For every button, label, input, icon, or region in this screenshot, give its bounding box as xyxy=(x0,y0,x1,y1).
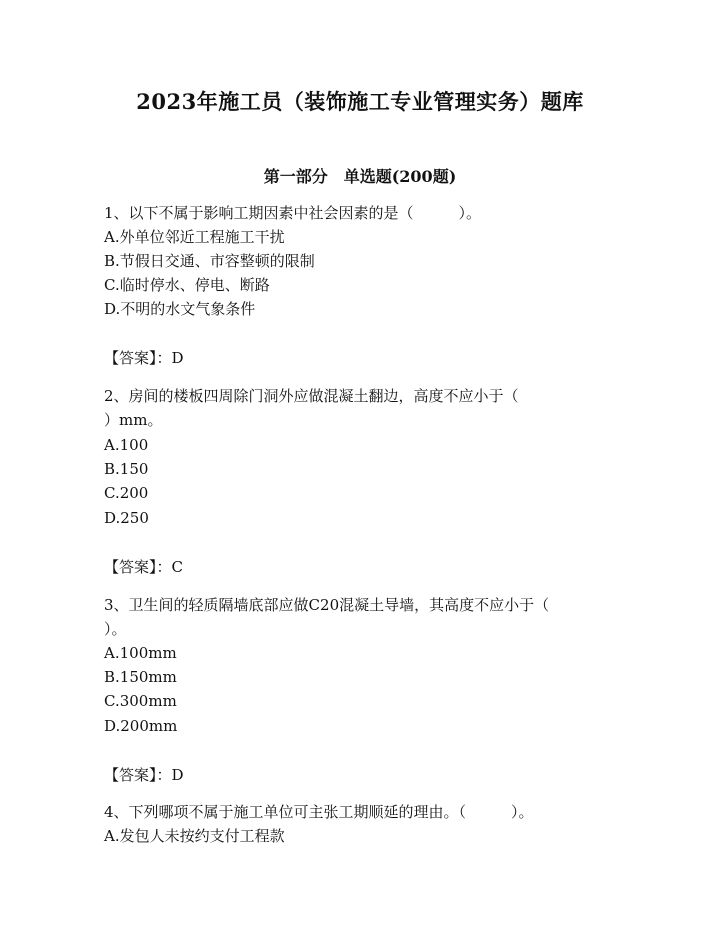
question-3-option-b: B.150mm xyxy=(104,668,177,686)
section-title: 第一部分 单选题(200题) xyxy=(263,167,457,186)
question-2-option-b: B.150 xyxy=(104,460,149,478)
question-1-option-b: B.节假日交通、市容整顿的限制 xyxy=(104,252,315,270)
question-2-option-c: C.200 xyxy=(104,484,149,502)
answer-value: ：C xyxy=(156,558,183,576)
question-3-text-line-1: 3、卫生间的轻质隔墙底部应做C20混凝土导墙，其高度不应小于（ xyxy=(104,596,550,614)
question-4-text: 4、下列哪项不属于施工单位可主张工期顺延的理由。（ ）。 xyxy=(104,803,534,821)
question-1-option-c: C.临时停水、停电、断路 xyxy=(104,276,270,294)
answer-label: 【答案】 xyxy=(104,349,157,367)
question-3-option-a: A.100mm xyxy=(104,644,177,662)
question-1-answer xyxy=(104,348,184,368)
question-2-option-d: D.250 xyxy=(104,509,149,527)
question-1-text: 1、以下不属于影响工期因素中社会因素的是（ ）。 xyxy=(104,204,482,222)
answer-label: 【答案】 xyxy=(104,558,157,576)
question-3-answer xyxy=(104,765,184,785)
question-1-option-a: A.外单位邻近工程施工干扰 xyxy=(104,228,285,246)
question-2-text-line-1: 2、房间的楼板四周除门洞外应做混凝土翻边，高度不应小于（ xyxy=(104,387,519,405)
question-2-answer xyxy=(104,557,183,577)
question-3-option-d: D.200mm xyxy=(104,717,178,735)
question-3-option-c: C.300mm xyxy=(104,692,177,710)
question-3-text-line-2: ）。 xyxy=(104,620,127,638)
answer-value: ：D xyxy=(156,766,184,784)
answer-value: ：D xyxy=(156,349,184,367)
question-1-option-d: D.不明的水文气象条件 xyxy=(104,300,256,318)
question-2-text-line-2: ）mm。 xyxy=(104,411,163,429)
document-title: 2023年施工员（装饰施工专业管理实务）题库 xyxy=(136,89,584,114)
question-4-option-a: A.发包人未按约支付工程款 xyxy=(104,827,285,845)
question-2-option-a: A.100 xyxy=(104,436,149,454)
answer-label: 【答案】 xyxy=(104,766,157,784)
